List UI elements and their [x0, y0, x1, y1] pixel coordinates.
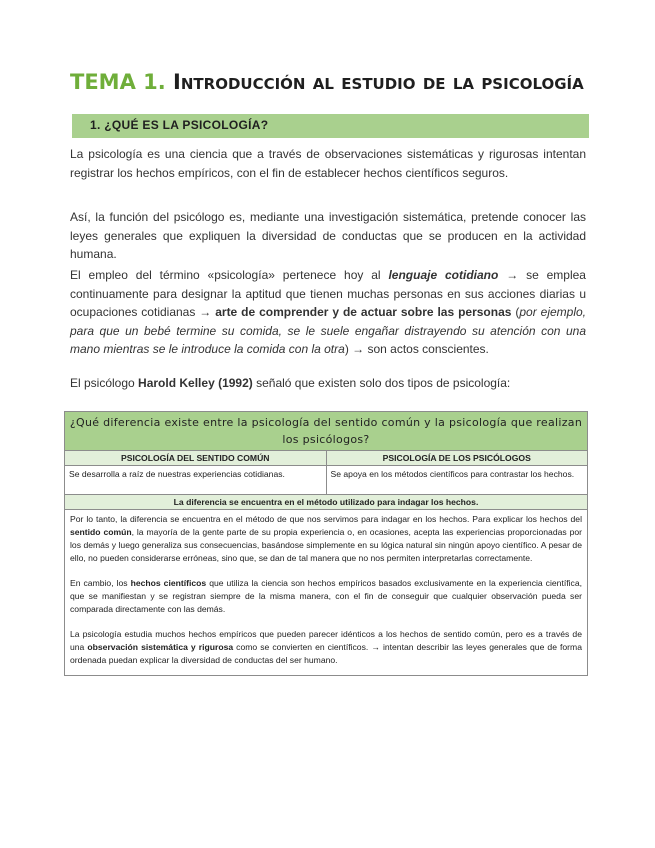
table-row: [65, 466, 588, 495]
header-common-sense: PSICOLOGÍA DEL SENTIDO COMÚN: [65, 451, 327, 466]
text-run: La psicología estudia muchos hechos empíricos que pueden parecer idénticos a los hechos de sentido común, pero es a través de una: [70, 629, 582, 652]
text-run: señaló que existen solo dos tipos de psicología:: [252, 376, 511, 390]
text-run: ) → son actos conscientes.: [344, 342, 489, 356]
text-run: que utiliza la ciencia son hechos empíricos basados exclusivamente en la experiencia científica, que se manifiestan y se registran siempre de la misma manera, con el fin de conseguir que cualquier observación pueda ser comparada directamente con las demás.: [70, 578, 582, 614]
emphasis-author: Harold Kelley (1992): [138, 376, 253, 390]
text-run: → se emplea continuamente para designar la aptitud que tienen muchas personas en sus acciones diarias u ocupaciones cotidianas →: [70, 268, 586, 319]
text-run: como se convierten en científicos. → intentan describir las leyes generales que de forma ordenada puedan explicar la diversidad de conductas del ser humano.: [70, 642, 582, 665]
explanation-cell: [65, 510, 588, 676]
emphasis-scientific-facts: hechos científicos: [130, 578, 207, 588]
table-question: ¿Qué diferencia existe entre la psicología del sentido común y la psicología que realizan los psicólogos?: [65, 412, 588, 451]
comparison-table: [64, 411, 588, 676]
table-header-row: [65, 451, 588, 466]
emphasis-everyday-language: lenguaje cotidiano: [388, 268, 499, 282]
page-title: [70, 70, 610, 94]
section-heading: 1. ¿QUÉ ES LA PSICOLOGÍA?: [90, 118, 269, 132]
table-difference-row: [65, 495, 588, 510]
paragraph-everyday-language: [70, 266, 586, 359]
text-run: Por lo tanto, la diferencia se encuentra en el método de que nos servimos para indagar en los hechos. Para explicar los hechos del: [70, 514, 582, 524]
table-question-row: [65, 412, 588, 451]
paragraph-definition: La psicología es una ciencia que a través de observaciones sistemáticas y rigurosas intentan registrar los hechos empíricos, con el fin de establecer hechos científicos seguros.: [70, 147, 586, 180]
explanation-paragraph: [70, 577, 582, 616]
title-text: Introducción al estudio de la psicología: [173, 70, 584, 94]
title-number: TEMA 1.: [70, 70, 166, 94]
emphasis-art-of-understanding: arte de comprender y de actuar sobre las personas: [215, 305, 512, 319]
difference-statement: La diferencia se encuentra en el método utilizado para indagar los hechos.: [65, 495, 588, 510]
section-heading-bar: [72, 114, 589, 138]
text-run: El empleo del término «psicología» pertenece hoy al: [70, 268, 389, 282]
text-run: , la mayoría de la gente parte de su propia experiencia o, en ocasiones, acepta las experiencias proporcionadas por los demás y luego generaliza sus consecuencias, basándose simplemente en su lógica natural sin ningún apoyo científico. A pesar de ello, no pueden considerarse erróneas, sino que, se dan de tal manera que no nos permiten interpretarlas correctamente.: [70, 527, 583, 563]
cell-psychologists: Se apoya en los métodos científicos para contrastar los hechos.: [326, 466, 588, 495]
cell-common-sense: Se desarrolla a raíz de nuestras experiencias cotidianas.: [65, 466, 327, 495]
paragraph-kelley: [70, 374, 586, 393]
emphasis-common-sense: sentido común: [70, 527, 132, 537]
paragraph-psychologist-role: Así, la función del psicólogo es, mediante una investigación sistemática, pretende conocer las leyes generales que expliquen la diversidad de conductas que se producen en la actividad humana.: [70, 210, 586, 261]
text-run: (: [511, 305, 520, 319]
example-text: por ejemplo, para que un bebé termine su comida, se le suele engañar distrayendo su atención con una mano mientras se le introduce la comida con la otra: [70, 305, 587, 356]
explanation-paragraph: [70, 628, 582, 667]
emphasis-systematic-observation: observación sistemática y rigurosa: [87, 642, 234, 652]
text-run: El psicólogo: [70, 376, 139, 390]
table-body-row: [65, 510, 588, 676]
header-psychologists: PSICOLOGÍA DE LOS PSICÓLOGOS: [326, 451, 588, 466]
text-run: En cambio, los: [70, 578, 131, 588]
explanation-paragraph: [70, 513, 582, 565]
